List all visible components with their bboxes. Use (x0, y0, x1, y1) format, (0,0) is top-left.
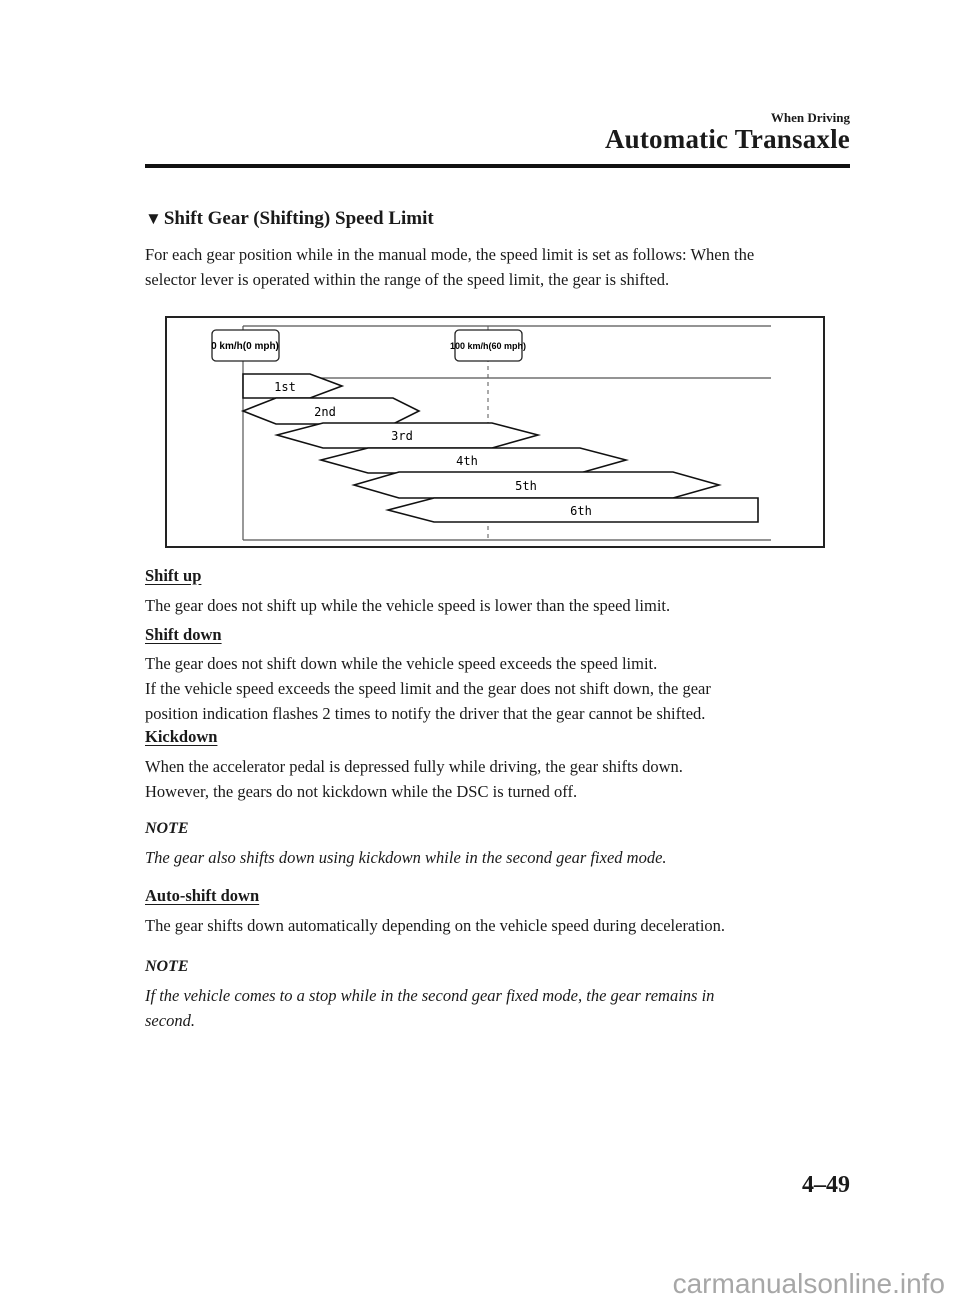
kickdown-text (145, 754, 865, 804)
header-section-label: When Driving (770, 110, 850, 125)
text-line: position indication flashes 2 times to notify the driver that the gear cannot be shifted. (145, 704, 706, 723)
text-line: The gear shifts down automatically depending on the vehicle speed during deceleration. (145, 916, 726, 935)
intro-line: For each gear position while in the manual mode, the speed limit is set as follows: When the (145, 245, 755, 264)
subsection-title-auto-shift-down: Auto-shift down (145, 886, 260, 905)
text-line: The gear does not shift up while the vehicle speed is lower than the speed limit. (145, 596, 671, 615)
text-line: The gear does not shift down while the vehicle speed exceeds the speed limit. (145, 654, 658, 673)
intro-line: selector lever is operated within the range of the speed limit, the gear is shifted. (145, 270, 670, 289)
header-rule (145, 164, 850, 168)
text-line: If the vehicle comes to a stop while in the second gear fixed mode, the gear remains in (145, 986, 715, 1005)
section-title (145, 208, 434, 230)
watermark: carmanualsonline.info (672, 1268, 945, 1299)
page-number: 4–49 (802, 1172, 850, 1198)
gear-label-1st: 1st (274, 380, 296, 394)
speed-label-100: 100 km/h(60 mph) (449, 341, 527, 351)
note-label: NOTE (145, 820, 189, 837)
section-title-text: Shift Gear (Shifting) Speed Limit (163, 208, 434, 229)
speed-label-0: 0 km/h(0 mph) (211, 341, 279, 352)
text-line: second. (145, 1011, 195, 1030)
auto-shift-down-text (145, 913, 865, 938)
subsection-title-shift-up: Shift up (145, 566, 202, 585)
shift-down-text (145, 651, 865, 726)
text-line: When the accelerator pedal is depressed fully while driving, the gear shifts down. (145, 757, 683, 776)
diagram-svg (167, 318, 825, 548)
subsection-title-kickdown: Kickdown (145, 727, 218, 746)
note-label: NOTE (145, 958, 189, 975)
gear-speed-limit-diagram (165, 316, 825, 548)
note-text: The gear also shifts down using kickdown while in the second gear fixed mode. (145, 848, 667, 867)
gear-label-6th: 6th (570, 504, 592, 518)
gear-label-4th: 4th (456, 454, 478, 468)
text-line: However, the gears do not kickdown while the DSC is turned off. (145, 782, 578, 801)
gear-label-5th: 5th (515, 479, 537, 493)
header-title: Automatic Transaxle (604, 124, 850, 154)
gear-label-3rd: 3rd (391, 429, 413, 443)
text-line: If the vehicle speed exceeds the speed limit and the gear does not shift down, the gear (145, 679, 711, 698)
shift-up-text (145, 593, 865, 618)
note-text (145, 983, 845, 1033)
intro-paragraph (145, 242, 865, 292)
triangle-down-icon: ▼ (145, 209, 162, 228)
gear-label-2nd: 2nd (314, 405, 336, 419)
subsection-title-shift-down: Shift down (145, 625, 222, 644)
